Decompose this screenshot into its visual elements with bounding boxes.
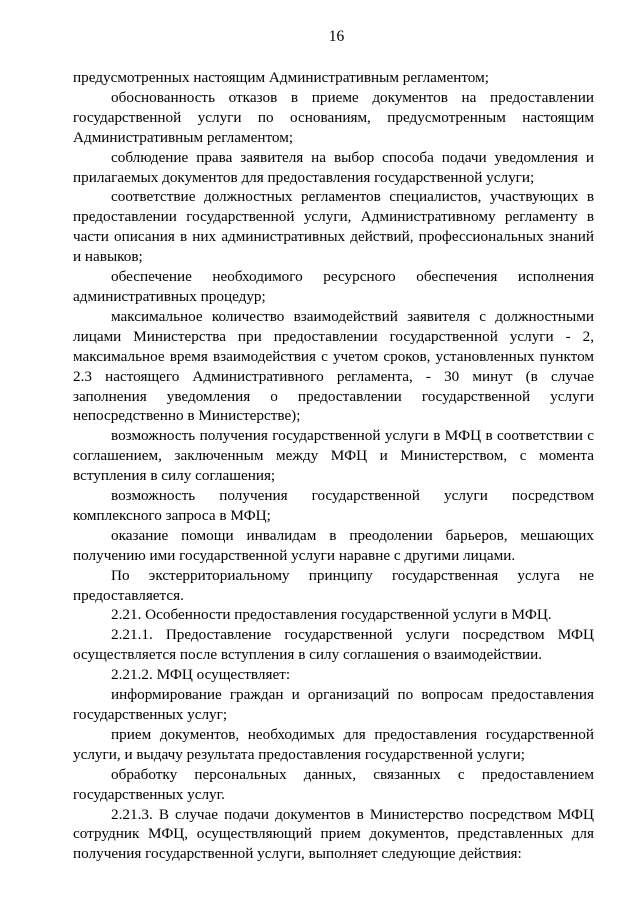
paragraph-8: возможность получения государственной услуги посредством комплексного запроса в МФЦ; [73,487,594,524]
paragraph-16: обработку персональных данных, связанных с предоставлением государственных услуг. [73,765,594,803]
paragraph-9: оказание помощи инвалидам в преодолении барьеров, мешающих получению ими государственной услуги наравне с другими лицами. [73,526,594,564]
page-number: 16 [328,28,345,45]
paragraph-13: 2.21.2. МФЦ осуществляет: [111,666,291,684]
paragraph-2: обоснованность отказов в приеме документов на предоставлении государственной услуги по основаниям, предусмотренным настоящим Административным регламентом; [73,88,594,146]
paragraph-11: 2.21. Особенности предоставления государственной услуги в МФЦ. [111,606,552,624]
paragraph-4: соответствие должностных регламентов специалистов, участвующих в предоставлении государственной услуги, Административному регламенту в части описания в них административных действий, профессиональных знаний и навыков; [73,188,594,266]
paragraph-3: соблюдение права заявителя на выбор способа подачи уведомления и прилагаемых документов для предоставления государственной услуги; [73,148,594,186]
paragraph-10: По экстерриториальному принципу государственная услуга не предоставляется. [73,566,594,604]
paragraph-1: предусмотренных настоящим Административным регламентом; [73,69,489,86]
paragraph-6: максимальное количество взаимодействий заявителя с должностными лицами Министерства при предоставлении государственной услуги - 2, максимальное время взаимодействия с учетом сроков, установленных пунктом 2.3 настоящего Административного регламента, - 30 минут (в случае заполнения уведомления о предоставлении государственной услуги непосредственно в Министерстве); [73,307,594,425]
paragraph-5: обеспечение необходимого ресурсного обеспечения исполнения административных процедур; [73,268,594,305]
paragraph-17: 2.21.3. В случае подачи документов в Министерство посредством МФЦ сотрудник МФЦ, осуществляющий прием документов, представленных для получения государственной услуги, выполняет следующие действия: [73,805,594,863]
paragraph-7: возможность получения государственной услуги в МФЦ в соответствии с соглашением, заключенным между МФЦ и Министерством, с момента вступления в силу соглашения; [73,427,594,485]
paragraph-12: 2.21.1. Предоставление государственной услуги посредством МФЦ осуществляется после вступления в силу соглашения о взаимодействии. [73,626,594,664]
paragraph-15: прием документов, необходимых для предоставления государственной услуги, и выдачу результата предоставления государственной услуги; [73,725,594,763]
paragraph-14: информирование граждан и организаций по вопросам предоставления государственных услуг; [73,686,594,723]
document-page [73,28,594,864]
